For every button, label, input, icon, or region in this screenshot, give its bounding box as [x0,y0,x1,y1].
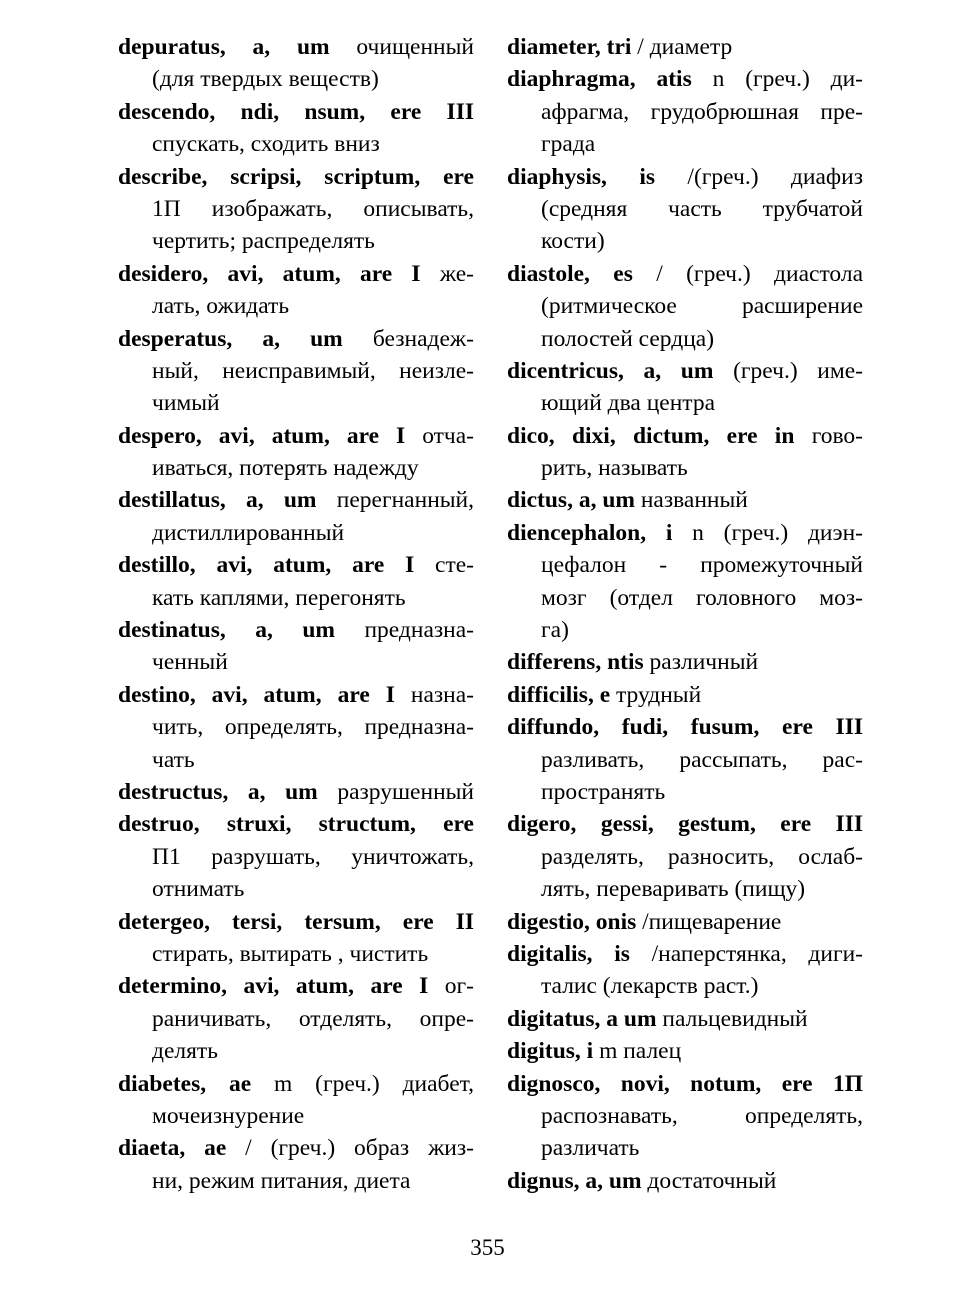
definition-text: чертить; распределять [152,228,375,255]
headword: digero, gessi, gestum, ere III [507,811,863,838]
entry-first-line [118,808,474,840]
dictionary-entry [118,1068,474,1133]
entry-continuation-line [118,646,474,678]
dictionary-entry [507,808,863,905]
definition-text: (средняя часть трубчатой [541,195,863,222]
definition-text: различный [649,649,759,676]
dictionary-entry [507,517,863,647]
entry-continuation-line [118,1003,474,1035]
dictionary-entry [118,679,474,776]
entry-first-line [507,161,863,193]
definition-text: чить, определять, предназна- [152,714,474,741]
dictionary-entry [118,96,474,161]
entry-first-line [507,906,863,938]
dictionary-entry [118,1132,474,1197]
definition-text: разрушенный [337,778,475,805]
definition-text: града [541,131,596,158]
definition-text: m палец [599,1038,682,1065]
definition-text: сте- [435,552,475,579]
entry-first-line [507,679,863,711]
entry-first-line [118,161,474,193]
headword: differens, ntis [507,649,644,676]
dictionary-entry [118,776,474,808]
headword: destillatus, a, um [118,487,317,514]
entry-first-line [118,776,474,808]
definition-text: ченный [152,649,228,676]
definition-text: / диаметр [637,34,733,60]
entry-continuation-line [507,614,863,646]
entry-continuation-line [118,938,474,970]
dictionary-entry [507,355,863,420]
definition-text: /пищеварение [642,908,782,935]
entry-continuation-line [507,193,863,225]
definition-text: пальцевидный [662,1005,808,1032]
dictionary-entry [507,711,863,808]
entry-first-line [507,938,863,970]
headword: depuratus, a, um [118,34,330,60]
entry-continuation-line [118,290,474,322]
headword: diaphragma, atis [507,66,692,93]
definition-text: рить, называть [541,455,688,482]
headword: despero, avi, atum, are I [118,422,406,449]
entry-continuation-line [118,873,474,905]
dictionary-entry [118,323,474,420]
headword: diabetes, ae [118,1070,252,1097]
definition-text: n (греч.) диэн- [692,519,863,546]
headword: diencephalon, i [507,519,673,546]
left-column [118,31,474,1197]
entry-first-line [507,1165,863,1197]
entry-continuation-line [507,225,863,257]
dictionary-entry [118,808,474,905]
headword: destinatus, a, um [118,617,335,644]
definition-text: отча- [422,422,475,449]
entry-continuation-line [118,582,474,614]
definition-text: П1 разрушать, уничтожать, [152,843,474,870]
entry-continuation-line [507,1100,863,1132]
dictionary-entry [118,161,474,258]
definition-text: достаточный [647,1167,777,1194]
definition-text: n (греч.) ди- [712,66,863,93]
definition-text: предназна- [364,617,474,644]
entry-first-line [507,63,863,95]
dictionary-entry [507,31,863,63]
definition-text: названный [640,487,748,514]
definition-text: ный, неисправимый, неизле- [152,357,474,384]
headword: dico, dixi, dictum, ere in [507,422,795,449]
definition-text: ющий два центра [541,390,716,417]
entry-continuation-line [118,452,474,484]
entry-continuation-line [507,128,863,160]
headword: desperatus, a, um [118,325,343,352]
headword: destructus, a, um [118,778,318,805]
entry-continuation-line [507,873,863,905]
entry-first-line [507,1068,863,1100]
dictionary-entry [118,420,474,485]
definition-text: кать каплями, перегонять [152,584,406,611]
headword: diaphysis, is [507,163,656,190]
dictionary-entry [507,258,863,355]
entry-first-line [118,614,474,646]
definition-text: пространять [541,778,666,805]
entry-first-line [507,1003,863,1035]
headword: determino, avi, atum, are I [118,973,429,1000]
headword: digitalis, is [507,940,630,967]
definition-text: талис (лекарств раст.) [541,973,759,1000]
dictionary-entry [507,161,863,258]
entry-continuation-line [118,1100,474,1132]
dictionary-entry [118,31,474,96]
headword: digitatus, a um [507,1005,657,1032]
headword: diastole, es [507,260,633,287]
definition-text: m (греч.) диабет, [274,1070,475,1097]
definition-text: же- [439,260,474,287]
entry-first-line [118,1068,474,1100]
definition-text: безнадеж- [372,325,474,352]
entry-continuation-line [118,193,474,225]
entry-first-line [507,1035,863,1067]
entry-continuation-line [118,1035,474,1067]
definition-text: иваться, потерять надежду [152,455,419,482]
headword: difficilis, e [507,681,611,708]
dictionary-entry [507,63,863,160]
dictionary-entry [507,906,863,938]
entry-continuation-line [507,323,863,355]
definition-text: 1П изображать, описывать, [152,195,474,222]
definition-text: лять, переваривать (пищу) [541,876,806,903]
entry-continuation-line [118,63,474,95]
entry-continuation-line [118,1165,474,1197]
dictionary-entry [507,420,863,485]
entry-continuation-line [118,841,474,873]
entry-first-line [118,906,474,938]
entry-continuation-line [118,711,474,743]
entry-first-line [118,258,474,290]
headword: destruo, struxi, structum, ere [118,811,474,838]
entry-continuation-line [118,517,474,549]
entry-continuation-line [507,549,863,581]
definition-text: разливать, рассыпать, рас- [541,746,863,773]
entry-first-line [507,258,863,290]
entry-continuation-line [507,970,863,1002]
entry-continuation-line [507,582,863,614]
headword: dignus, a, um [507,1167,642,1194]
entry-first-line [507,517,863,549]
dictionary-entry [507,1068,863,1165]
headword: dictus, a, um [507,487,635,514]
definition-text: отнимать [152,876,245,903]
definition-text: разделять, разносить, ослаб- [541,843,863,870]
entry-continuation-line [118,128,474,160]
entry-continuation-line [507,290,863,322]
entry-continuation-line [507,841,863,873]
headword: diameter, tri [507,34,632,60]
definition-text: га) [541,617,569,644]
entry-continuation-line [118,355,474,387]
entry-first-line [118,484,474,516]
definition-text: дистиллированный [152,519,345,546]
definition-text: стирать, вытирать , чистить [152,940,429,967]
dictionary-entry [118,614,474,679]
entry-first-line [507,646,863,678]
headword: destino, avi, atum, are I [118,681,395,708]
entry-first-line [507,420,863,452]
dictionary-entry [118,549,474,614]
definition-text: чимый [152,390,220,417]
entry-continuation-line [507,452,863,484]
entry-first-line [118,31,474,63]
definition-text: /(греч.) диафиз [687,163,863,190]
dictionary-entry [507,484,863,516]
definition-text: трудный [616,681,702,708]
entry-first-line [507,31,863,63]
headword: digitus, i [507,1038,594,1065]
entry-continuation-line [507,776,863,808]
dictionary-entry [507,679,863,711]
entry-first-line [118,323,474,355]
entry-first-line [507,711,863,743]
definition-text: полостей сердца) [541,325,715,352]
headword: desidero, avi, atum, are I [118,260,421,287]
definition-text: ни, режим питания, диета [152,1167,411,1194]
definition-text: назна- [410,681,474,708]
right-column [507,31,863,1197]
definition-text: ог- [444,973,474,1000]
dictionary-entry [507,1165,863,1197]
entry-continuation-line [507,1132,863,1164]
definition-text: цефалон - промежуточный [541,552,863,579]
dictionary-entry [507,1035,863,1067]
definition-text: распознавать, определять, [541,1102,863,1129]
entry-first-line [118,96,474,128]
dictionary-entry [118,906,474,971]
headword: describe, scripsi, scriptum, ere [118,163,474,190]
definition-text: различать [541,1135,640,1162]
definition-text: лать, ожидать [152,293,290,320]
dictionary-entry [118,970,474,1067]
definition-text: (для твердых веществ) [152,66,379,93]
entry-continuation-line [507,744,863,776]
definition-text: афрагма, грудобрюшная пре- [541,98,863,125]
entry-first-line [118,549,474,581]
entry-continuation-line [118,387,474,419]
dictionary-entry [507,938,863,1003]
dictionary-entry [507,646,863,678]
definition-text: гово- [811,422,864,449]
definition-text: спускать, сходить вниз [152,131,380,158]
entry-first-line [507,484,863,516]
dictionary-entry [118,258,474,323]
entry-first-line [118,970,474,1002]
definition-text: (греч.) име- [733,357,863,384]
definition-text: перегнанный, [336,487,475,514]
definition-text: кости) [541,228,605,255]
definition-text: делять [152,1038,218,1065]
entry-first-line [118,420,474,452]
definition-text: мочеизнурение [152,1102,305,1129]
definition-text: раничивать, отделять, опре- [152,1005,474,1032]
definition-text: чать [152,746,195,773]
entry-continuation-line [118,225,474,257]
entry-first-line [118,1132,474,1164]
headword: descendo, ndi, nsum, ere III [118,98,474,125]
entry-continuation-line [507,387,863,419]
entry-continuation-line [118,744,474,776]
headword: diffundo, fudi, fusum, ere III [507,714,863,741]
headword: destillo, avi, atum, are I [118,552,415,579]
definition-text: (ритмическое расширение [541,293,863,320]
definition-text: мозг (отдел головного моз- [541,584,863,611]
entry-continuation-line [507,96,863,128]
entry-first-line [507,808,863,840]
headword: dignosco, novi, notum, ere 1П [507,1070,863,1097]
headword: dicentricus, a, um [507,357,714,384]
dictionary-entry [118,484,474,549]
definition-text: / (греч.) диастола [656,260,864,287]
headword: digestio, onis [507,908,637,935]
definition-text: очищенный [356,34,474,60]
entry-first-line [507,355,863,387]
entry-first-line [118,679,474,711]
dictionary-entry [507,1003,863,1035]
definition-text: /наперстянка, диги- [651,940,864,967]
definition-text: / (греч.) образ жиз- [245,1135,474,1162]
page-number: 355 [470,1235,505,1260]
headword: diaeta, ae [118,1135,227,1162]
headword: detergeo, tersi, tersum, ere II [118,908,474,935]
